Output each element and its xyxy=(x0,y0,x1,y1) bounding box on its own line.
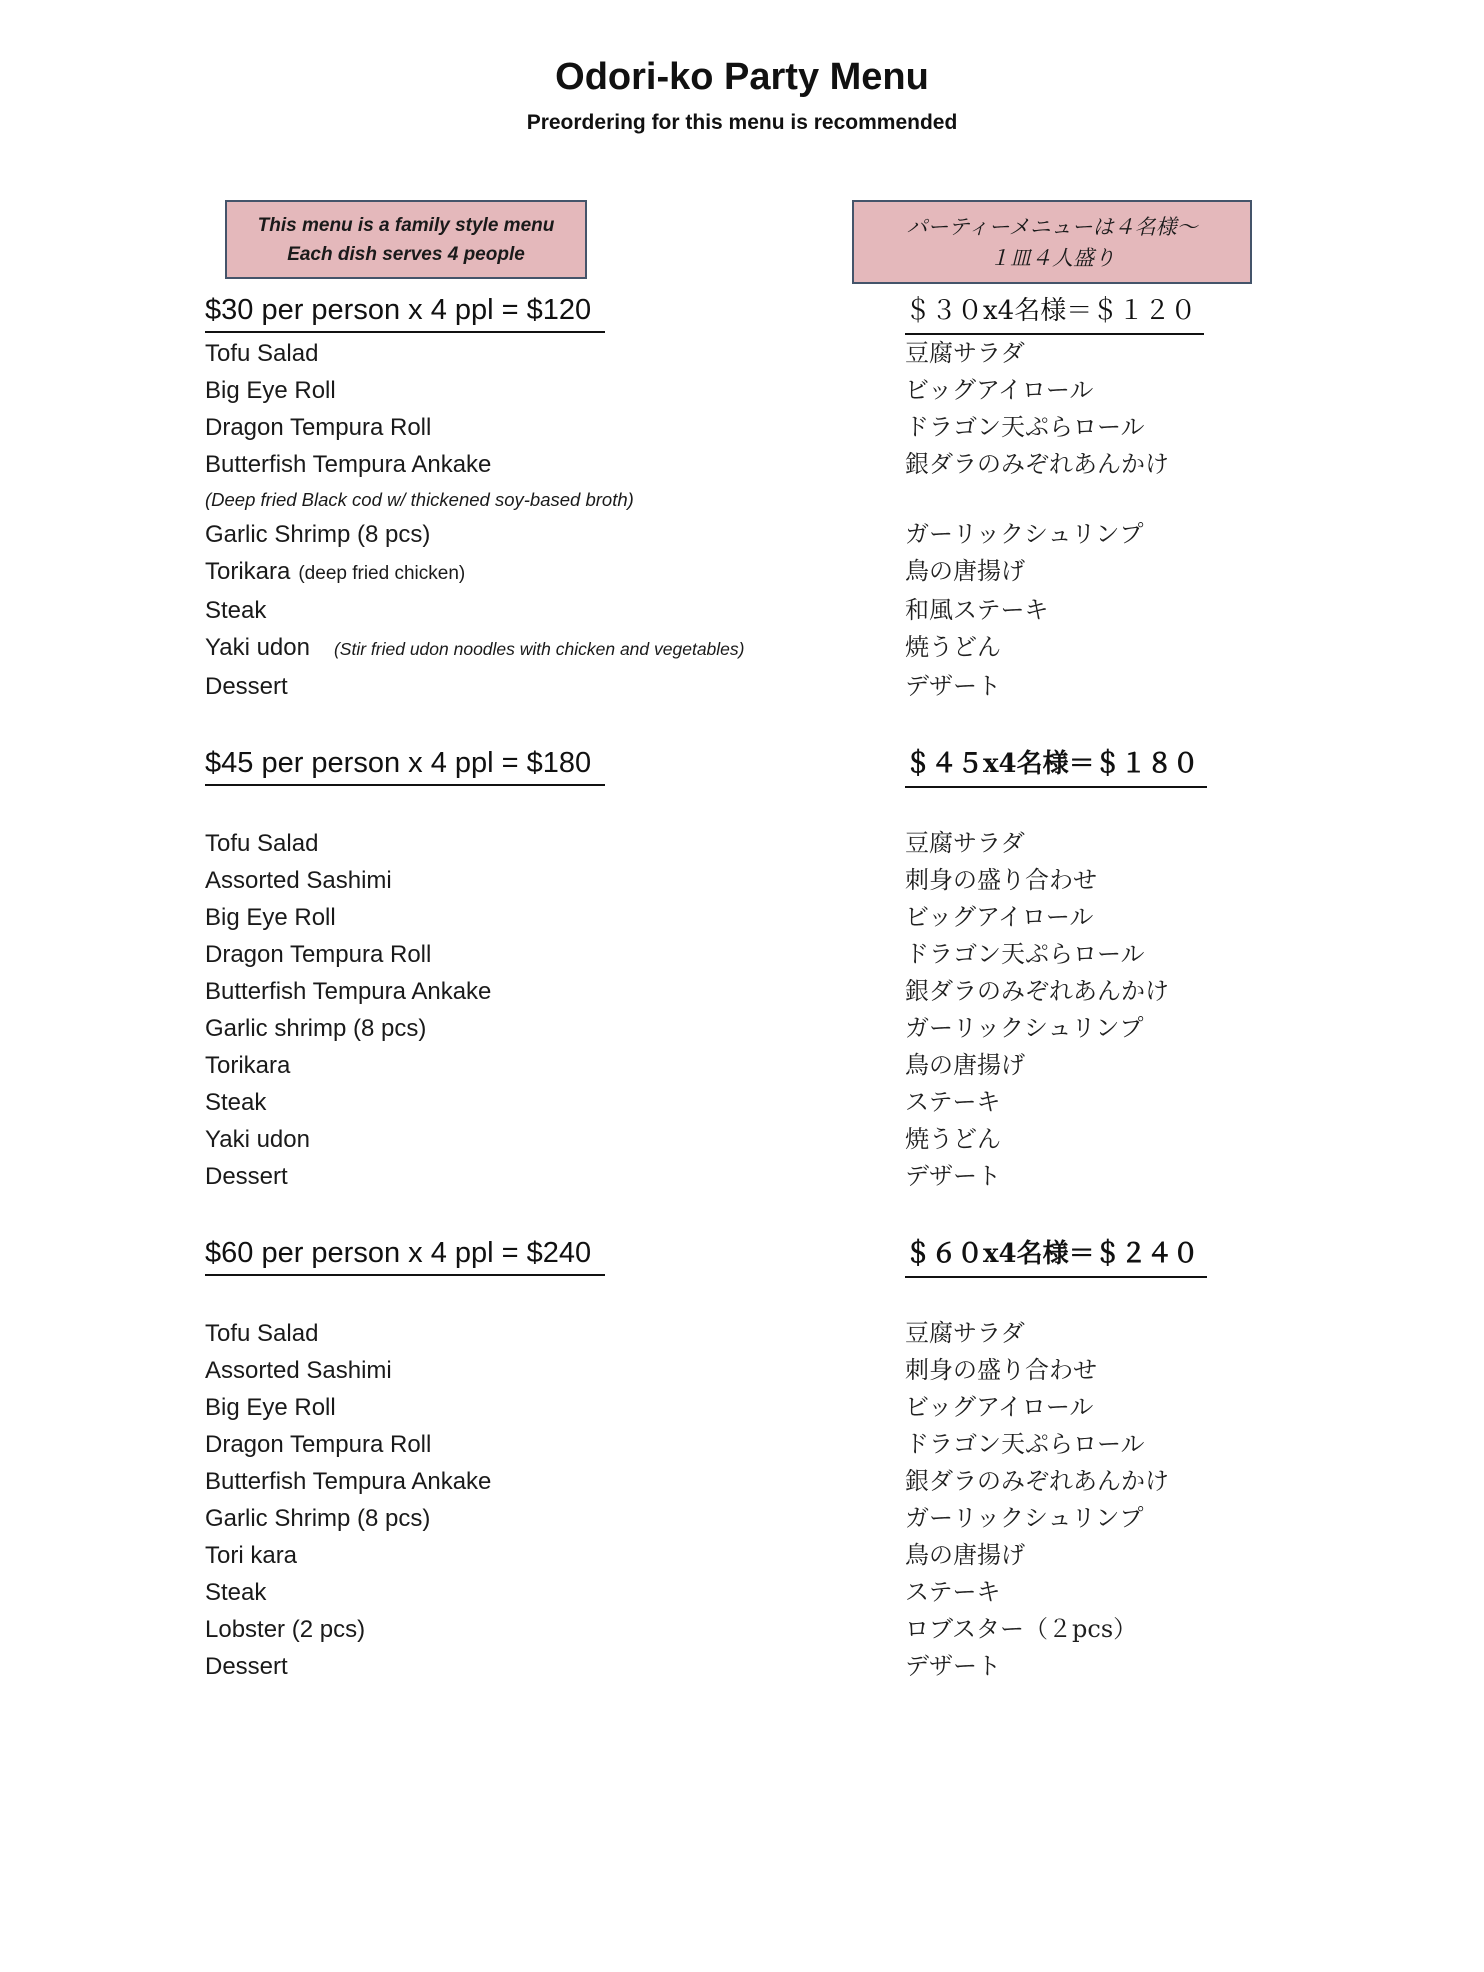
menu-item-japanese: ビッグアイロール xyxy=(905,1393,1094,1421)
section-items xyxy=(205,1315,1484,1685)
notice-line-1: This menu is a family style menu xyxy=(257,215,555,236)
menu-item-japanese: 鳥の唐揚げ xyxy=(905,557,1025,585)
menu-item-row xyxy=(205,1389,1484,1426)
menu-item-english: Big Eye Roll xyxy=(205,1394,336,1421)
menu-item-english: Steak xyxy=(205,1089,267,1116)
section-heading-english: $30 per person x 4 ppl = $120 xyxy=(205,290,605,333)
menu-item-japanese: 刺身の盛り合わせ xyxy=(905,1356,1097,1384)
menu-item-japanese: 豆腐サラダ xyxy=(905,1319,1025,1347)
menu-item-english: Lobster (2 pcs) xyxy=(205,1616,366,1643)
menu-item-japanese: 銀ダラのみぞれあんかけ xyxy=(905,450,1169,478)
menu-item-row xyxy=(205,1426,1484,1463)
menu-item-row xyxy=(205,1315,1484,1352)
menu-item-row xyxy=(205,1047,1484,1084)
notice-ja-line-1: パーティーメニューは４名様～ xyxy=(906,215,1198,239)
section-heading-japanese: ＄３０x4名様＝＄１２０ xyxy=(905,291,1204,335)
menu-item-japanese: ビッグアイロール xyxy=(905,903,1094,931)
menu-item-japanese: デザート xyxy=(905,672,1001,700)
menu-item-english: Tofu Salad xyxy=(205,1320,319,1347)
menu-item-english: Garlic Shrimp (8 pcs) xyxy=(205,521,431,548)
menu-section xyxy=(205,1233,1484,1685)
menu-note-row xyxy=(205,483,1484,516)
section-heading-english: $60 per person x 4 ppl = $240 xyxy=(205,1233,605,1276)
menu-item-english: Assorted Sashimi xyxy=(205,1357,392,1384)
menu-item-row xyxy=(205,1611,1484,1648)
menu-item-english: Dessert xyxy=(205,1163,288,1190)
menu-item-row xyxy=(205,1352,1484,1389)
menu-item-japanese: ステーキ xyxy=(905,1088,1001,1116)
menu-item-english: Butterfish Tempura Ankake xyxy=(205,451,492,478)
menu-item-english: Dessert xyxy=(205,673,288,700)
menu-item-inline-note: (Stir fried udon noodles with chicken and vegetables) xyxy=(333,639,745,659)
page-title: Odori-ko Party Menu xyxy=(555,56,929,98)
menu-item-row xyxy=(205,629,1484,668)
menu-item-row xyxy=(205,446,1484,483)
menu-item-english: Dragon Tempura Roll xyxy=(205,1431,432,1458)
menu-item-english: Tofu Salad xyxy=(205,340,319,367)
menu-item-row xyxy=(205,1500,1484,1537)
section-heading-row xyxy=(205,290,1484,335)
menu-item-japanese: ガーリックシュリンプ xyxy=(905,1014,1144,1042)
menu-item-japanese: ガーリックシュリンプ xyxy=(905,520,1144,548)
section-items xyxy=(205,335,1484,705)
section-heading-row xyxy=(205,1233,1484,1278)
menu-item-japanese: デザート xyxy=(905,1162,1001,1190)
menu-item-row xyxy=(205,1574,1484,1611)
menu-item-english: Big Eye Roll xyxy=(205,904,336,931)
menu-item-japanese: ドラゴン天ぷらロール xyxy=(905,1430,1145,1458)
menu-item-english: Dessert xyxy=(205,1653,288,1680)
notice-box-japanese xyxy=(852,200,1252,284)
menu-item-row xyxy=(205,553,1484,592)
menu-item-row xyxy=(205,936,1484,973)
menu-item-english: Big Eye Roll xyxy=(205,377,336,404)
menu-item-japanese: 銀ダラのみぞれあんかけ xyxy=(905,977,1169,1005)
menu-item-japanese: ビッグアイロール xyxy=(905,376,1094,404)
menu-item-japanese: 豆腐サラダ xyxy=(905,339,1025,367)
menu-item-inline-note: (deep fried chicken) xyxy=(298,563,466,584)
menu-section xyxy=(205,290,1484,705)
menu-item-english: Tofu Salad xyxy=(205,830,319,857)
menu-item-japanese: ドラゴン天ぷらロール xyxy=(905,413,1145,441)
section-heading-row xyxy=(205,743,1484,788)
menu-item-english: Yaki udon (Stir fried udon noodles with chicken and vegetables) xyxy=(205,634,745,661)
menu-item-english: Steak xyxy=(205,1579,267,1606)
section-items xyxy=(205,825,1484,1195)
menu-item-row xyxy=(205,592,1484,629)
menu-item-english: Butterfish Tempura Ankake xyxy=(205,1468,492,1495)
menu-item-row xyxy=(205,1648,1484,1685)
menu-item-japanese: 鳥の唐揚げ xyxy=(905,1051,1025,1079)
menu-item-japanese: 豆腐サラダ xyxy=(905,829,1025,857)
notice-line-2: Each dish serves 4 people xyxy=(287,244,525,265)
section-heading-japanese: ＄６０x4名様＝＄２４０ xyxy=(905,1234,1207,1278)
menu-item-row xyxy=(205,1463,1484,1500)
menu-item-row xyxy=(205,1084,1484,1121)
menu-sections xyxy=(0,290,1484,1685)
menu-item-english: Dragon Tempura Roll xyxy=(205,941,432,968)
menu-item-english: Tori kara xyxy=(205,1542,298,1569)
menu-item-japanese: 銀ダラのみぞれあんかけ xyxy=(905,1467,1169,1495)
menu-item-english: Yaki udon xyxy=(205,1126,310,1153)
menu-item-row xyxy=(205,1158,1484,1195)
menu-item-english: Torikara (deep fried chicken) xyxy=(205,558,466,585)
menu-item-row xyxy=(205,862,1484,899)
menu-item-japanese: 焼うどん xyxy=(905,1125,1001,1153)
menu-item-row xyxy=(205,372,1484,409)
menu-item-note: (Deep fried Black cod w/ thickened soy-based broth) xyxy=(205,489,634,510)
menu-item-row xyxy=(205,825,1484,862)
notice-row xyxy=(225,200,1484,284)
menu-item-row xyxy=(205,1121,1484,1158)
menu-item-english: Garlic shrimp (8 pcs) xyxy=(205,1015,427,1042)
menu-item-japanese: 鳥の唐揚げ xyxy=(905,1541,1025,1569)
menu-item-row xyxy=(205,1537,1484,1574)
menu-item-japanese: 和風ステーキ xyxy=(905,596,1049,624)
menu-item-english: Assorted Sashimi xyxy=(205,867,392,894)
menu-item-row xyxy=(205,899,1484,936)
menu-item-japanese: デザート xyxy=(905,1652,1001,1680)
menu-item-japanese: ステーキ xyxy=(905,1578,1001,1606)
menu-item-row xyxy=(205,409,1484,446)
menu-section xyxy=(205,743,1484,1195)
menu-item-row xyxy=(205,1010,1484,1047)
menu-item-japanese: ガーリックシュリンプ xyxy=(905,1504,1144,1532)
menu-item-english: Torikara xyxy=(205,1052,291,1079)
menu-item-row xyxy=(205,335,1484,372)
menu-item-english: Butterfish Tempura Ankake xyxy=(205,978,492,1005)
menu-item-japanese: 刺身の盛り合わせ xyxy=(905,866,1097,894)
section-heading-japanese: ＄４５x4名様＝＄１８０ xyxy=(905,744,1207,788)
notice-ja-line-2: １皿４人盛り xyxy=(989,246,1115,270)
menu-item-english: Steak xyxy=(205,597,267,624)
menu-item-row xyxy=(205,668,1484,705)
section-heading-english: $45 per person x 4 ppl = $180 xyxy=(205,743,605,786)
notice-box-english xyxy=(225,200,587,279)
menu-item-japanese: ロブスター（２pcs） xyxy=(905,1615,1138,1643)
menu-item-row xyxy=(205,973,1484,1010)
menu-item-japanese: 焼うどん xyxy=(905,633,1001,661)
menu-item-row xyxy=(205,516,1484,553)
menu-item-english: Garlic Shrimp (8 pcs) xyxy=(205,1505,431,1532)
page-subtitle: Preordering for this menu is recommended xyxy=(526,111,958,134)
menu-item-english: Dragon Tempura Roll xyxy=(205,414,432,441)
menu-item-japanese: ドラゴン天ぷらロール xyxy=(905,940,1145,968)
